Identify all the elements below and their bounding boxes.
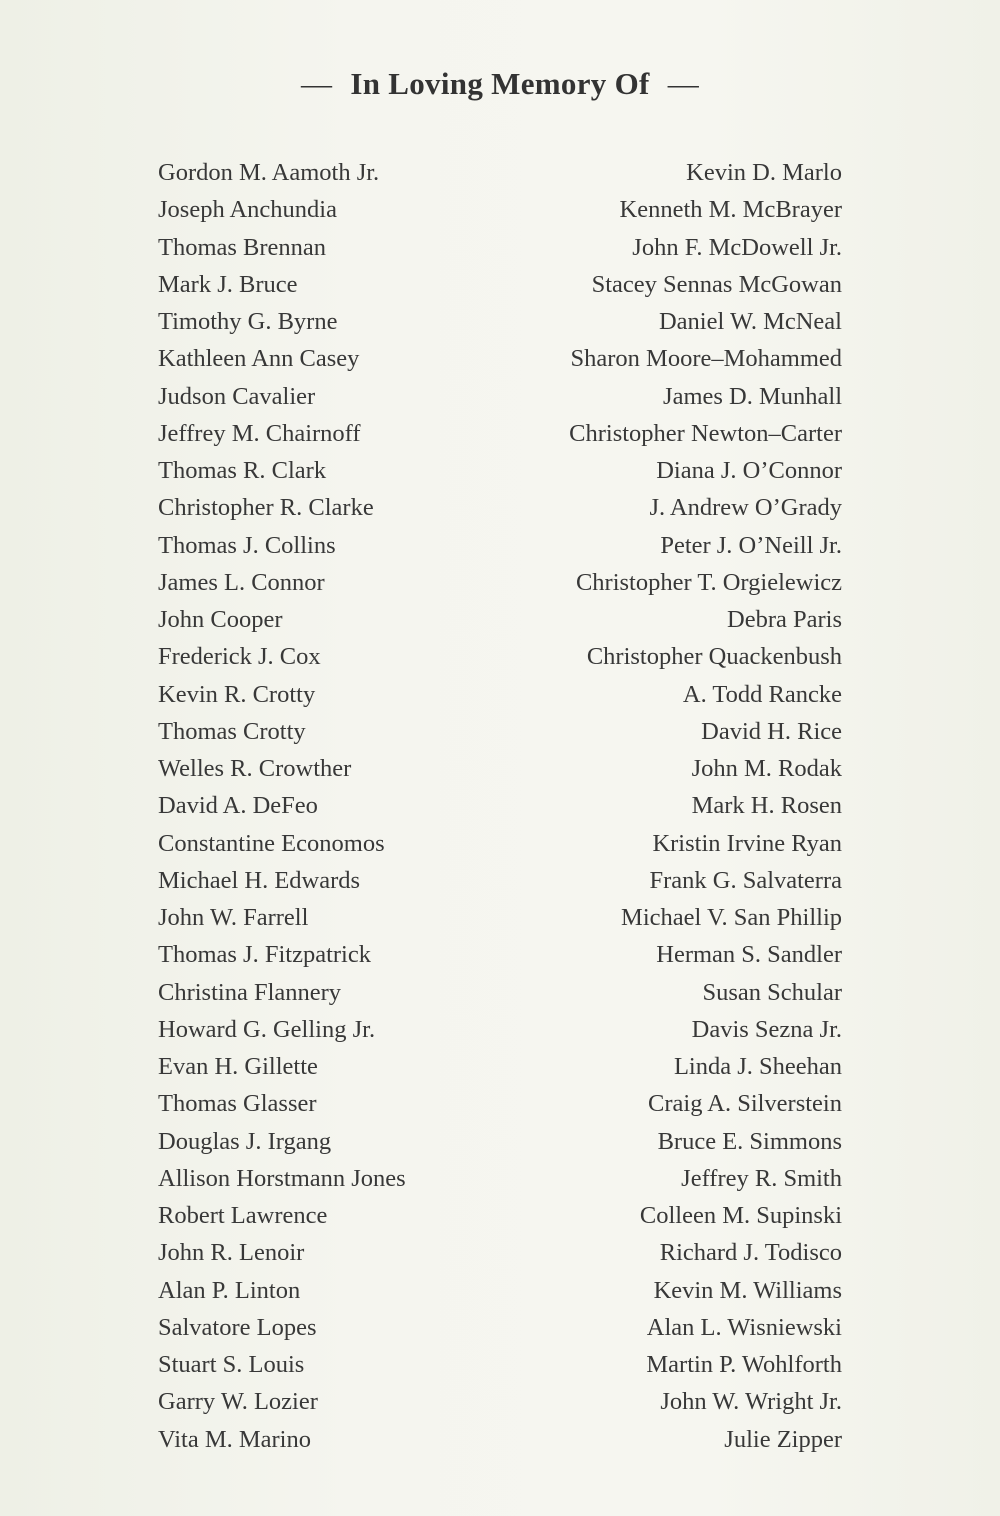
memorial-name: Thomas Brennan (158, 233, 327, 261)
memorial-name: Garry W. Lozier (158, 1388, 318, 1416)
memorial-name: Alan L. Wisniewski (646, 1313, 842, 1341)
memorial-name: Michael V. San Phillip (621, 904, 842, 931)
memorial-name: Kristin Irvine Ryan (652, 829, 842, 857)
memorial-name: Herman S. Sandler (656, 941, 842, 969)
memorial-name: Michael H. Edwards (158, 866, 361, 894)
memorial-name: Gordon M. Aamoth Jr. (158, 159, 380, 186)
memorial-name: Linda J. Sheehan (673, 1053, 842, 1080)
memorial-name: John R. Lenoir (158, 1239, 305, 1267)
page-title (0, 66, 1000, 102)
memorial-name: John M. Rodak (691, 755, 842, 782)
memorial-name: Stuart S. Louis (158, 1351, 305, 1378)
memorial-name: Christina Flannery (158, 978, 342, 1006)
memorial-name: Kathleen Ann Casey (158, 345, 360, 373)
memorial-name: Davis Sezna Jr. (691, 1015, 842, 1043)
memorial-name: Kevin M. Williams (653, 1276, 842, 1304)
memorial-name: Howard G. Gelling Jr. (158, 1015, 376, 1043)
memorial-name: Constantine Economos (158, 829, 385, 857)
memorial-name: Kevin D. Marlo (686, 159, 842, 186)
memorial-name: David H. Rice (701, 717, 842, 745)
memorial-name: Thomas J. Fitzpatrick (158, 941, 371, 969)
memorial-name: Robert Lawrence (158, 1202, 328, 1229)
memorial-name: Timothy G. Byrne (158, 308, 338, 335)
memorial-name: John F. McDowell Jr. (632, 233, 842, 261)
memorial-name: James D. Munhall (663, 382, 842, 410)
memorial-name: Stacey Sennas McGowan (591, 270, 842, 298)
memorial-name: Christopher R. Clarke (158, 494, 374, 522)
memorial-name: Jeffrey R. Smith (681, 1164, 842, 1192)
memorial-name: J. Andrew O’Grady (649, 494, 842, 522)
right-name-column (480, 154, 842, 1458)
memorial-name: David A. DeFeo (158, 792, 318, 820)
memorial-name: John W. Farrell (158, 904, 309, 931)
memorial-name: Thomas Crotty (158, 717, 306, 745)
memorial-name: A. Todd Rancke (682, 680, 842, 708)
memorial-name: John W. Wright Jr. (660, 1388, 842, 1416)
memorial-name: Martin P. Wohlforth (646, 1351, 842, 1378)
memorial-name: Thomas J. Collins (158, 531, 336, 559)
memorial-name: Bruce E. Simmons (657, 1127, 842, 1155)
memorial-name: Allison Horstmann Jones (158, 1164, 406, 1192)
memorial-name: Joseph Anchundia (158, 196, 337, 224)
memorial-name: Daniel W. McNeal (658, 308, 842, 335)
memorial-name: Sharon Moore–Mohammed (570, 345, 842, 373)
memorial-name: Frank G. Salvaterra (649, 866, 842, 894)
memorial-name: Kevin R. Crotty (158, 680, 316, 708)
memorial-name: Thomas R. Clark (158, 457, 327, 484)
left-name-column (158, 154, 478, 1458)
title-left-dash: — (300, 66, 333, 101)
memorial-name: Colleen M. Supinski (639, 1202, 842, 1229)
memorial-name: Peter J. O’Neill Jr. (660, 531, 842, 559)
memorial-name: Craig A. Silverstein (648, 1090, 842, 1118)
memorial-name: Susan Schular (702, 978, 842, 1006)
memorial-name: Jeffrey M. Chairnoff (158, 419, 361, 447)
memorial-name: Julie Zipper (724, 1425, 842, 1453)
memorial-name: Kenneth M. McBrayer (619, 196, 842, 224)
memorial-name: John Cooper (158, 606, 283, 633)
memorial-name: Frederick J. Cox (158, 643, 321, 671)
memorial-name: Welles R. Crowther (158, 755, 352, 782)
memorial-name: Debra Paris (727, 606, 842, 633)
memorial-name: Mark J. Bruce (158, 270, 298, 298)
title-text: In Loving Memory Of (350, 66, 650, 101)
memorial-name: Vita M. Marino (158, 1425, 311, 1453)
memorial-name: Alan P. Linton (158, 1276, 301, 1304)
memorial-name: Judson Cavalier (158, 382, 316, 410)
memorial-name: Christopher T. Orgielewicz (575, 568, 842, 596)
memorial-name: Salvatore Lopes (158, 1313, 317, 1341)
memorial-name: Douglas J. Irgang (158, 1127, 332, 1155)
memorial-name: Thomas Glasser (158, 1090, 317, 1118)
title-right-dash: — (667, 66, 700, 101)
memorial-name: Richard J. Todisco (659, 1239, 842, 1267)
memorial-name: Mark H. Rosen (691, 792, 842, 820)
memorial-name: James L. Connor (158, 568, 325, 596)
memorial-name: Christopher Newton–Carter (569, 419, 842, 447)
memorial-name: Diana J. O’Connor (656, 457, 842, 484)
memorial-name: Christopher Quackenbush (586, 643, 842, 671)
memorial-name: Evan H. Gillette (158, 1053, 318, 1080)
